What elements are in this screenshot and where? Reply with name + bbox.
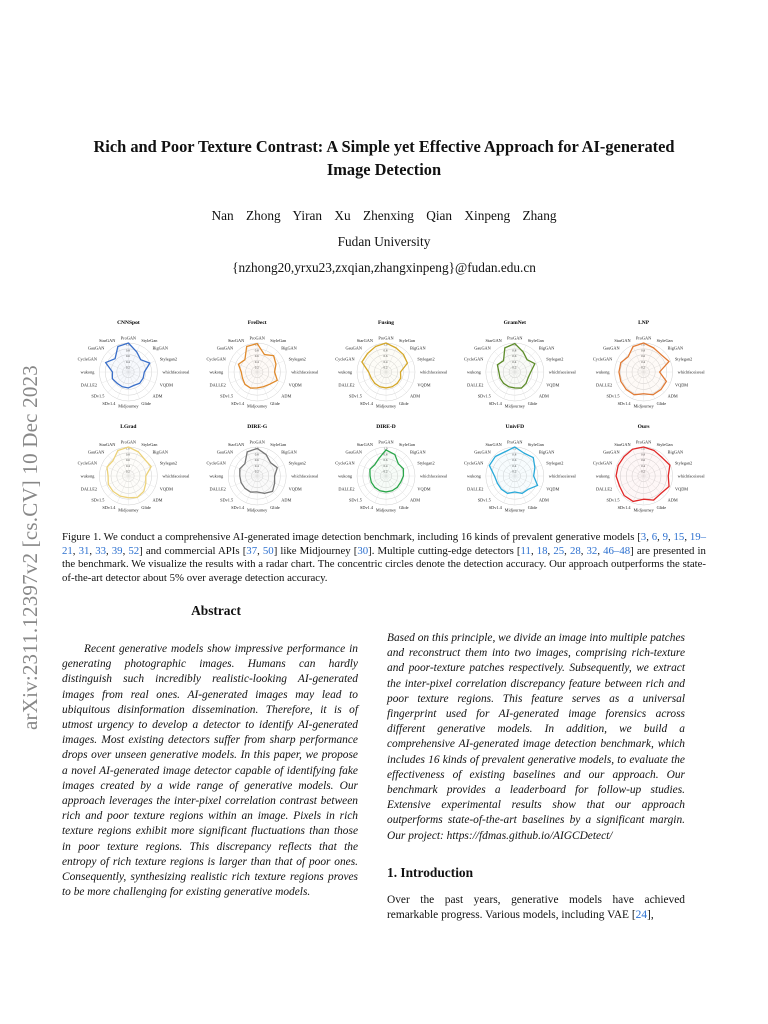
axis-label: GauGAN [603, 345, 620, 351]
axis-label: StarGAN [614, 442, 631, 448]
ring-tick-label: 1.0 [641, 342, 646, 347]
axis-label: GauGAN [345, 345, 362, 351]
axis-label: StyleGan [141, 442, 158, 448]
axis-label: StarGAN [485, 442, 502, 448]
ring-tick-label: 0.2 [512, 365, 517, 370]
axis-label: GauGAN [345, 449, 362, 455]
axis-label: Stylegan2 [546, 356, 564, 362]
axis-label: Stylegan2 [159, 460, 177, 466]
ring-tick-label: 0.6 [641, 354, 646, 359]
axis-label: whichfaceisreal [420, 473, 447, 479]
chart-title: FreDect [247, 320, 267, 326]
ring-tick-label: 0.2 [383, 469, 388, 474]
axis-label: GauGAN [474, 449, 491, 455]
axis-label: VQDM [675, 382, 689, 388]
axis-label: SDv1.5 [477, 393, 491, 399]
chart-title: LGrad [120, 424, 137, 430]
axis-label: whichfaceisreal [162, 369, 190, 375]
axis-label: GauGAN [216, 345, 234, 351]
axis-label: wukong [338, 473, 352, 479]
axis-label: VQDM [546, 486, 560, 492]
axis-label: CycleGAN [77, 356, 97, 362]
axis-label: Midjourney [504, 403, 525, 409]
ring-tick-label: 0.6 [254, 458, 259, 463]
axis-label: CycleGAN [592, 460, 613, 466]
chart-title: CNNSpot [117, 320, 140, 326]
axis-label: GauGAN [87, 345, 105, 351]
radar-chart-fusing [335, 320, 448, 409]
citation-link[interactable]: 50 [262, 544, 274, 557]
ring-tick-label: 1.0 [512, 446, 517, 451]
axis-label: GauGAN [216, 449, 234, 455]
axis-label: SDv1.4 [488, 505, 502, 511]
axis-label: whichfaceisreal [548, 473, 576, 479]
citation-link[interactable]: 3 [640, 531, 647, 543]
axis-label: DALLE2 [467, 382, 484, 388]
chart-title: UnivFD [505, 424, 525, 430]
ring-tick-label: 0.6 [512, 354, 517, 359]
axis-label: VQDM [675, 486, 689, 492]
axis-label: SDv1.5 [477, 497, 491, 503]
axis-label: SDv1.4 [488, 401, 502, 407]
axis-label: CycleGAN [206, 356, 226, 362]
axis-label: SDv1.4 [617, 401, 631, 407]
radar-chart-ours [593, 424, 706, 513]
axis-label: SDv1.4 [231, 401, 245, 407]
radar-figure [62, 314, 706, 522]
axis-label: Stylegan2 [675, 460, 693, 466]
axis-label: ProGAN [249, 335, 265, 341]
axis-label: ProGAN [249, 439, 265, 445]
ring-tick-label: 0.4 [383, 359, 388, 364]
axis-label: CycleGAN [592, 356, 613, 362]
ring-tick-label: 0.4 [125, 463, 130, 468]
axis-label: whichfaceisreal [548, 369, 576, 375]
axis-label: Midjourney [504, 507, 525, 513]
axis-label: Midjourney [633, 507, 654, 513]
citation-link[interactable]: 9 [662, 531, 669, 543]
axis-label: SDv1.4 [359, 401, 373, 407]
axis-label: StyleGan [399, 442, 416, 448]
citation-link[interactable]: 39 [111, 544, 123, 557]
axis-label: whichfaceisreal [162, 473, 190, 479]
axis-label: ProGAN [120, 335, 137, 341]
axis-label: ProGAN [635, 335, 652, 341]
axis-label: ADM [152, 497, 163, 503]
ring-tick-label: 1.0 [512, 342, 517, 347]
axis-label: StarGAN [614, 338, 631, 344]
axis-label: Glide [270, 401, 280, 407]
axis-label: ADM [538, 497, 549, 503]
axis-label: SDv1.4 [617, 505, 631, 511]
axis-label: whichfaceisreal [677, 369, 705, 375]
axis-label: StyleGan [527, 338, 544, 344]
axis-label: SDv1.5 [220, 393, 234, 399]
axis-label: GauGAN [87, 449, 105, 455]
ring-tick-label: 0.8 [125, 452, 130, 457]
ring-tick-label: 0.8 [383, 348, 388, 353]
axis-label: VQDM [288, 382, 302, 388]
axis-label: StyleGan [656, 442, 673, 448]
citation-link[interactable]: 24 [635, 909, 648, 922]
axis-label: Stylegan2 [288, 460, 306, 466]
axis-label: DALLE2 [338, 486, 355, 492]
axis-label: VQDM [417, 486, 431, 492]
citation-link[interactable]: 30 [357, 544, 369, 557]
ring-tick-label: 0.4 [641, 463, 646, 468]
ring-tick-label: 0.8 [641, 348, 646, 353]
ring-tick-label: 1.0 [125, 342, 130, 347]
radar-chart-fredect [206, 320, 319, 409]
abstract-continued: Based on this principle, we divide an image into multiple patches and reconstruct them into two images, comprising rich-texture and poor-texture patches respectively. Subsequently, we extract the inter-pixel correlation discrepancy feature between rich and poor texture regions. This feature serves as a universal fingerprint used for AI-generated image forensics across different generative models. In addition, we build a comprehensive AI-generated image detection benchmark, which includes 16 kinds of prevalent generative models, to evaluate the effectiveness of existing baselines and our approach. Our benchmark provides a leaderboard for follow-up studies. Extensive experimental results show that our approach outperforms state-of-the-art baselines by a significant margin. Our project: https://fdmas.github.io/AIGCDetect/ [387, 632, 685, 842]
axis-label: DALLE2 [467, 486, 484, 492]
axis-label: Midjourney [375, 507, 397, 513]
abstract-text: Recent generative models show impressive performance in generating photographic images. Humans can hardly distinguish such incredibly realistic-looking AI-generated images from real ones. AI-generated images may lead to ubiquitous disinformation dissemination. Therefore, it is of utmost urgency to develop a detector to identify AI-generated images. Most existing detectors suffer from sharp performance drops over unseen generative models. In this paper, we propose a novel AI-generated image detector capable of identifying fake images created by a wide range of generative models. Our approach leverages the inter-pixel correlation contrast between rich and poor texture regions within an image. Pixels in rich texture regions exhibit more significant fluctuations than those in poor texture regions. This discrepancy reflects that the entropy of rich texture regions is larger than that of poor ones. Consequently, synthesizing realistic rich texture regions proves to be more challenging for existing generative models. [62, 643, 358, 899]
axis-label: Midjourney [247, 507, 268, 513]
axis-label: DALLE2 [209, 486, 226, 492]
axis-label: BigGAN [538, 345, 555, 351]
chart-title: GramNet [503, 320, 526, 326]
radar-chart-cnnspot [78, 320, 191, 409]
ring-tick-label: 0.6 [254, 354, 259, 359]
axis-label: StyleGan [527, 442, 544, 448]
ring-tick-label: 0.8 [125, 348, 130, 353]
axis-label: SDv1.4 [231, 505, 245, 511]
axis-label: BigGAN [410, 345, 426, 351]
ring-tick-label: 0.8 [641, 452, 646, 457]
axis-label: ProGAN [507, 335, 523, 341]
axis-label: Midjourney [118, 403, 139, 409]
axis-label: whichfaceisreal [291, 369, 319, 375]
axis-label: Glide [399, 401, 409, 407]
ring-tick-label: 0.4 [383, 463, 388, 468]
axis-label: GauGAN [603, 449, 620, 455]
chart-title: DIRE-G [247, 424, 268, 430]
axis-label: BigGAN [667, 449, 684, 455]
ring-tick-label: 0.6 [125, 354, 130, 359]
citation-link[interactable]: 31 [78, 544, 90, 557]
axis-label: StarGAN [99, 338, 116, 344]
axis-label: BigGAN [281, 449, 297, 455]
axis-label: wukong [466, 473, 481, 479]
chart-title: LNP [638, 320, 650, 326]
chart-title: Fusing [378, 320, 394, 326]
axis-label: CycleGAN [206, 460, 226, 466]
axis-label: Stylegan2 [288, 356, 306, 362]
axis-label: CycleGAN [464, 356, 484, 362]
ring-tick-label: 0.2 [125, 365, 130, 370]
axis-label: StyleGan [656, 338, 673, 344]
citation-link[interactable]: 11 [520, 544, 531, 557]
citation-link[interactable]: 25 [553, 544, 565, 557]
ring-tick-label: 0.2 [383, 365, 388, 370]
ring-tick-label: 0.4 [512, 359, 517, 364]
radar-chart-univfd [464, 424, 577, 513]
citation-link[interactable]: 19–21 [62, 531, 707, 557]
ring-tick-label: 0.8 [383, 452, 388, 457]
figure-caption: Figure 1. We conduct a comprehensive AI-generated image detection benchmark, including 16 kinds of prevalent generative models [3, 6, 9, 15, 19–21, 31, 33, 39, 52] and commercial APIs [37, 50] like Midjourney [30]. Multiple cutting-edge detectors [11, 18, 25, 28, 32, 46–48] are presented in the benchmark. We visualize the results with a radar chart. The concentric circles denote the detection accuracy. Our approach outperforms the state-of-the-art detector about 5% over average detection accuracy. [62, 531, 707, 584]
abstract-heading: Abstract [191, 603, 241, 618]
series-line [107, 447, 151, 498]
axis-label: wukong [209, 473, 224, 479]
axis-label: ADM [538, 393, 549, 399]
axis-label: SDv1.4 [359, 505, 373, 511]
axis-label: Glide [399, 505, 409, 511]
radar-chart-lnp [593, 320, 706, 409]
ring-tick-label: 1.0 [254, 342, 259, 347]
axis-label: ADM [667, 497, 678, 503]
ring-tick-label: 0.2 [254, 469, 259, 474]
section-heading-introduction: 1. Introduction [387, 865, 474, 880]
axis-label: StarGAN [99, 442, 116, 448]
axis-label: Stylegan2 [675, 356, 693, 362]
axis-label: whichfaceisreal [291, 473, 319, 479]
radar-chart-dire-d [335, 424, 448, 513]
axis-label: ProGAN [378, 439, 394, 445]
axis-label: DALLE2 [595, 486, 613, 492]
axis-label: Midjourney [633, 403, 654, 409]
ring-tick-label: 0.4 [254, 359, 259, 364]
ring-tick-label: 0.2 [641, 469, 646, 474]
axis-label: SDv1.4 [102, 505, 116, 511]
ring-tick-label: 0.6 [383, 354, 388, 359]
ring-tick-label: 0.4 [512, 463, 517, 468]
axis-label: wukong [595, 369, 610, 375]
axis-label: wukong [595, 473, 610, 479]
axis-label: ADM [152, 393, 163, 399]
axis-label: ADM [410, 497, 421, 503]
citation-link[interactable]: 6 [651, 531, 658, 543]
axis-label: BigGAN [152, 449, 168, 455]
axis-label: VQDM [546, 382, 560, 388]
axis-label: whichfaceisreal [677, 473, 705, 479]
radar-chart-dire-g [206, 424, 319, 513]
axis-label: wukong [80, 473, 95, 479]
axis-label: SDv1.4 [102, 401, 116, 407]
citation-link[interactable]: 37 [246, 544, 258, 557]
series-line [619, 343, 669, 395]
axis-label: GauGAN [474, 345, 491, 351]
ring-tick-label: 0.6 [125, 458, 130, 463]
axis-label: VQDM [417, 382, 431, 388]
series-line [616, 447, 670, 501]
axis-label: Midjourney [375, 403, 397, 409]
axis-label: whichfaceisreal [420, 369, 447, 375]
axis-label: SDv1.5 [91, 393, 105, 399]
arxiv-identifier: arXiv:2311.12397v2 [cs.CV] 10 Dec 2023 [18, 365, 42, 730]
axis-label: Midjourney [118, 507, 139, 513]
ring-tick-label: 0.2 [125, 469, 130, 474]
series-line [238, 344, 277, 389]
ring-tick-label: 1.0 [254, 446, 259, 451]
axis-label: Glide [656, 505, 667, 511]
axis-label: ADM [281, 393, 292, 399]
axis-label: DALLE2 [80, 382, 97, 388]
axis-label: StarGAN [485, 338, 502, 344]
citation-link[interactable]: 18 [536, 544, 548, 557]
axis-label: ProGAN [635, 439, 652, 445]
axis-label: CycleGAN [335, 356, 355, 362]
axis-label: wukong [466, 369, 481, 375]
axis-label: DALLE2 [338, 382, 355, 388]
series-line [240, 448, 278, 493]
radar-chart-gramnet [464, 320, 577, 409]
axis-label: SDv1.5 [220, 497, 234, 503]
axis-label: BigGAN [152, 345, 168, 351]
axis-label: CycleGAN [464, 460, 484, 466]
axis-label: CycleGAN [77, 460, 97, 466]
authors: Nan Zhong Yiran Xu Zhenxing Qian Xinpeng Zhang [211, 208, 557, 223]
axis-label: BigGAN [667, 345, 684, 351]
ring-tick-label: 1.0 [641, 446, 646, 451]
citation-link[interactable]: 33 [95, 544, 106, 557]
ring-tick-label: 0.4 [254, 463, 259, 468]
axis-label: Stylegan2 [417, 460, 435, 466]
axis-label: StarGAN [356, 338, 373, 344]
ring-tick-label: 0.6 [512, 458, 517, 463]
axis-label: ADM [410, 393, 421, 399]
axis-label: Midjourney [247, 403, 268, 409]
axis-label: Glide [141, 401, 151, 407]
axis-label: DALLE2 [80, 486, 97, 492]
ring-tick-label: 0.2 [641, 365, 646, 370]
axis-label: DALLE2 [209, 382, 226, 388]
radar-chart-lgrad [78, 424, 191, 513]
affiliation: Fudan University [337, 234, 431, 249]
axis-label: VQDM [159, 486, 173, 492]
axis-label: SDv1.5 [348, 497, 362, 503]
axis-label: Stylegan2 [417, 356, 435, 362]
ring-tick-label: 1.0 [125, 446, 130, 451]
axis-label: ProGAN [507, 439, 523, 445]
axis-label: BigGAN [538, 449, 555, 455]
axis-label: ProGAN [120, 439, 137, 445]
axis-label: VQDM [159, 382, 173, 388]
series-line [489, 447, 537, 493]
axis-label: DALLE2 [595, 382, 613, 388]
axis-label: StarGAN [356, 442, 373, 448]
citation-link[interactable]: 52 [128, 544, 140, 557]
citation-link[interactable]: 28 [569, 544, 581, 557]
axis-label: Glide [141, 505, 151, 511]
ring-tick-label: 1.0 [383, 446, 388, 451]
axis-label: SDv1.5 [606, 393, 620, 399]
paper-title: Rich and Poor Texture Contrast: A Simple yet Effective Approach for AI-generated Image Detection [93, 137, 675, 179]
ring-tick-label: 0.2 [512, 469, 517, 474]
email: {nzhong20,yrxu23,zxqian,zhangxinpeng}@fudan.edu.cn [232, 260, 536, 275]
axis-label: wukong [80, 369, 95, 375]
ring-tick-label: 1.0 [383, 342, 388, 347]
axis-label: StyleGan [270, 442, 287, 448]
axis-label: Glide [270, 505, 280, 511]
chart-title: DIRE-D [376, 424, 396, 430]
axis-label: SDv1.5 [91, 497, 105, 503]
axis-label: StarGAN [227, 442, 245, 448]
axis-label: BigGAN [281, 345, 297, 351]
axis-label: Stylegan2 [159, 356, 177, 362]
citation-link[interactable]: 46–48 [603, 544, 631, 557]
chart-title: Ours [637, 424, 650, 430]
axis-label: StyleGan [270, 338, 287, 344]
axis-label: Glide [527, 505, 538, 511]
ring-tick-label: 0.8 [512, 452, 517, 457]
axis-label: wukong [338, 369, 352, 375]
axis-label: wukong [209, 369, 224, 375]
axis-label: ADM [667, 393, 678, 399]
axis-label: StyleGan [141, 338, 158, 344]
axis-label: VQDM [288, 486, 302, 492]
axis-label: Glide [527, 401, 538, 407]
axis-label: SDv1.5 [606, 497, 620, 503]
axis-label: ProGAN [378, 335, 394, 341]
axis-label: StarGAN [227, 338, 245, 344]
ring-tick-label: 0.8 [254, 452, 259, 457]
ring-tick-label: 0.8 [254, 348, 259, 353]
ring-tick-label: 0.4 [641, 359, 646, 364]
axis-label: BigGAN [410, 449, 426, 455]
ring-tick-label: 0.6 [383, 458, 388, 463]
axis-label: SDv1.5 [348, 393, 362, 399]
axis-label: StyleGan [399, 338, 416, 344]
ring-tick-label: 0.6 [641, 458, 646, 463]
axis-label: CycleGAN [335, 460, 355, 466]
axis-label: Stylegan2 [546, 460, 564, 466]
ring-tick-label: 0.8 [512, 348, 517, 353]
ring-tick-label: 0.2 [254, 365, 259, 370]
ring-tick-label: 0.4 [125, 359, 130, 364]
citation-link[interactable]: 15 [673, 531, 685, 543]
axis-label: ADM [281, 497, 292, 503]
introduction-text: Over the past years, generative models have achieved remarkable progress. Various models, including VAE [24], [387, 894, 685, 922]
axis-label: Glide [656, 401, 667, 407]
citation-link[interactable]: 32 [586, 544, 598, 557]
